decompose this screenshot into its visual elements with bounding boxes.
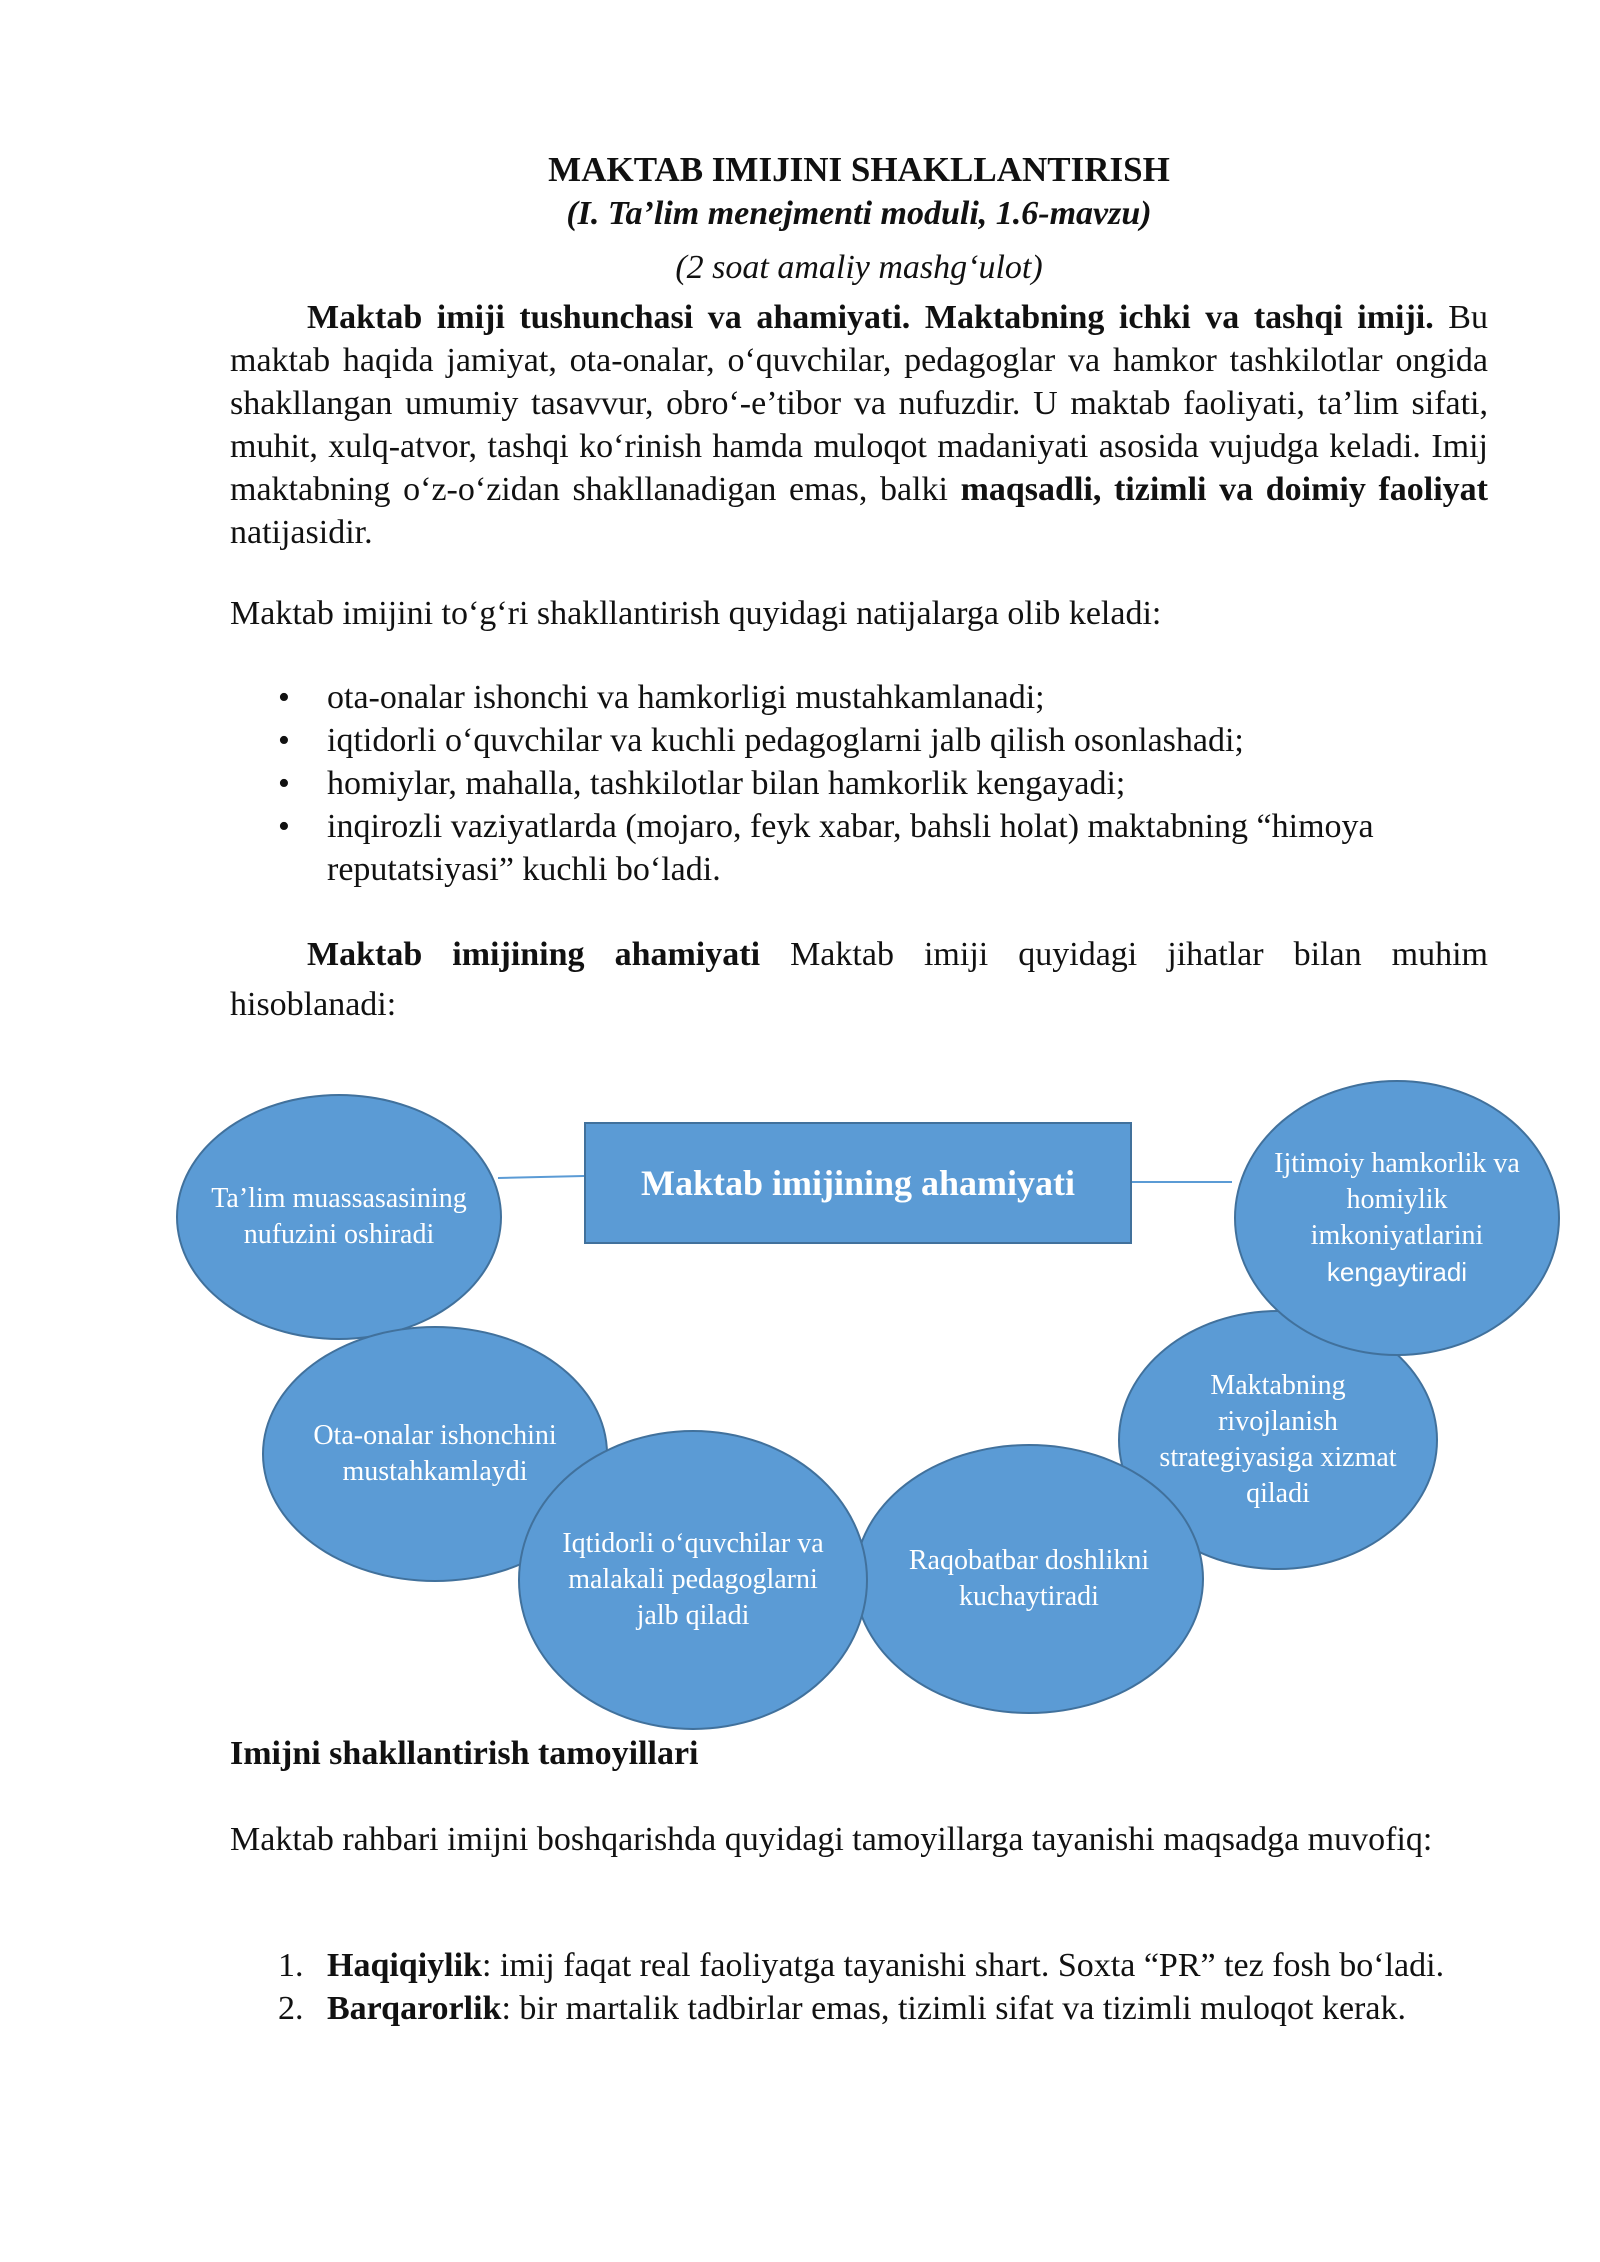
diagram-node-trust: Ota-onalar ishonchini mustahkamlaydi	[262, 1326, 608, 1582]
list-item: • iqtidorli o‘quvchilar va kuchli pedagoglarni jalb qilish osonlashadi;	[230, 719, 1488, 762]
importance-diagram	[0, 1070, 1600, 1730]
diagram-node-partnership: Ijtimoiy hamkorlik va homiylik imkoniyatlarini kengaytiradi	[1234, 1080, 1560, 1356]
diagram-node-talent: Iqtidorli o‘quvchilar va malakali pedagoglarni jalb qiladi	[518, 1430, 868, 1730]
importance-text: Maktab imiji quyidagi jihatlar bilan muhim hisoblanadi:	[230, 936, 1488, 1023]
list-item: • inqirozli vaziyatlarda (mojaro, feyk xabar, bahsli holat) maktabning “himoya reputatsiyasi” kuchli bo‘ladi.	[230, 805, 1488, 891]
results-lead: Maktab imijini to‘g‘ri shakllantirish quyidagi natijalarga olib keladi:	[230, 595, 1162, 632]
intro-text-bold: maqsadli, tizimli va doimiy faoliyat	[960, 471, 1488, 508]
intro-paragraph	[230, 296, 1488, 554]
principles-list	[230, 1944, 1488, 2030]
document-title: MAKTAB IMIJINI SHAKLLANTIRISH	[548, 150, 1170, 189]
document-subtitle: (I. Ta’lim menejmenti moduli, 1.6-mavzu)	[566, 195, 1152, 232]
principles-lead: Maktab rahbari imijni boshqarishda quyidagi tamoyillarga tayanishi maqsadga muvofiq:	[230, 1821, 1433, 1858]
diagram-node-competition: Raqobatbar doshlikni kuchaytiradi	[854, 1444, 1204, 1714]
document-note: (2 soat amaliy mashg‘ulot)	[675, 249, 1043, 286]
list-item: 2. Barqarorlik: bir martalik tadbirlar emas, tizimli sifat va tizimli muloqot kerak.	[278, 1990, 1406, 2027]
diagram-node-strategy: Maktabning rivojlanish strategiyasiga xizmat qiladi	[1118, 1310, 1438, 1570]
list-item: • ota-onalar ishonchi va hamkorligi mustahkamlanadi;	[230, 676, 1488, 719]
results-list	[230, 676, 1488, 891]
intro-text-1: Bu maktab haqida jamiyat, ota-onalar, o‘quvchilar, pedagoglar va hamkor tashkilotlar ongida shakllangan umumiy tasavvur, obro‘-e’tibor va nufuzdir. U maktab faoliyati, ta’lim sifati, muhit, xulq-atvor, tashqi ko‘rinish hamda muloqot madaniyati asosida vujudga keladi. Imij maktabning o‘z-o‘zidan shakllanadigan emas, balki	[230, 299, 1488, 508]
importance-bold: Maktab imijining ahamiyati	[307, 936, 761, 973]
diagram-node-prestige: Ta’lim muassasasining nufuzini oshiradi	[176, 1094, 502, 1340]
intro-text-2: natijasidir.	[230, 514, 373, 551]
intro-lead-bold: Maktab imiji tushunchasi va ahamiyati. Maktabning ichki va tashqi imiji.	[307, 299, 1434, 336]
principles-heading: Imijni shakllantirish tamoyillari	[230, 1735, 699, 1772]
connector-left	[498, 1176, 584, 1178]
list-item: • homiylar, mahalla, tashkilotlar bilan hamkorlik kengayadi;	[230, 762, 1488, 805]
list-item: 1. Haqiqiylik: imij faqat real faoliyatga tayanishi shart. Soxta “PR” tez fosh bo‘ladi.	[278, 1947, 1445, 1984]
importance-paragraph	[230, 930, 1488, 1030]
diagram-center-box: Maktab imijining ahamiyati	[584, 1122, 1132, 1244]
